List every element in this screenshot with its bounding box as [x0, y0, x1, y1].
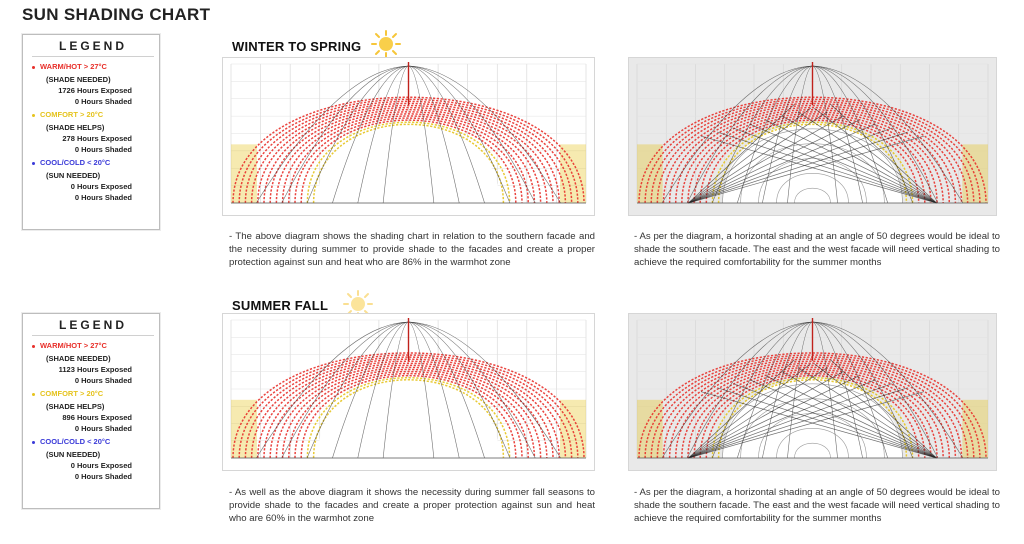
legend-cold-label: COOL/COLD < 20°C — [32, 158, 154, 167]
legend-hot-label: WARM/HOT > 27°C — [32, 62, 154, 71]
legend-comfort-label: COMFORT > 20°C — [32, 110, 154, 119]
legend-cold-exposed: 0 Hours Exposed — [70, 461, 132, 470]
legend-cold-shaded: 0 Hours Shaded — [74, 193, 132, 202]
legend-comfort-note: (SHADE HELPS) — [46, 123, 105, 132]
legend-title: LEGEND — [32, 39, 154, 57]
legend-hot-exposed: 1726 Hours Exposed — [58, 86, 132, 95]
legend-comfort-label: COMFORT > 20°C — [32, 389, 154, 398]
legend-hot-exposed: 1123 Hours Exposed — [58, 365, 132, 374]
legend-summer-fall — [22, 313, 160, 509]
legend-hot-shaded: 0 Hours Shaded — [74, 376, 132, 385]
legend-cold-label: COOL/COLD < 20°C — [32, 437, 154, 446]
legend-hot-shaded: 0 Hours Shaded — [74, 97, 132, 106]
page-title: SUN SHADING CHART — [22, 5, 211, 24]
shading-mask-summer-fall — [628, 313, 997, 471]
caption-right-winter-spring: - As per the diagram, a horizontal shading at an angle of 50 degrees would be ideal to shade the southern facade. The east and the west facade will need vertical shading to achieve the required comfortability for the summer months — [634, 231, 1000, 268]
shading-chart-summer-fall — [222, 313, 595, 471]
legend-hot-label: WARM/HOT > 27°C — [32, 341, 154, 350]
legend-comfort-shaded: 0 Hours Shaded — [74, 145, 132, 154]
legend-comfort-note: (SHADE HELPS) — [46, 402, 105, 411]
caption-right-summer-fall: - As per the diagram, a horizontal shading at an angle of 50 degrees would be ideal to shade the southern facade. The east and the west facade will need vertical shading to achieve the required comfortability for the summer months — [634, 487, 1000, 524]
shading-chart-winter-spring — [222, 57, 595, 216]
shading-mask-diagram — [629, 58, 996, 215]
shading-mask-diagram — [629, 314, 996, 470]
sun-icon — [368, 30, 404, 58]
legend-title: LEGEND — [32, 318, 154, 336]
legend-winter-spring — [22, 34, 160, 230]
caption-left-winter-spring: - The above diagram shows the shading chart in relation to the southern facade and the necessity during summer to provide shade to the facades and create a proper protection against sun and heat who are 86% in the warmhot zone — [229, 231, 595, 268]
legend-cold-shaded: 0 Hours Shaded — [74, 472, 132, 481]
sun-path-diagram — [223, 58, 594, 215]
legend-comfort-shaded: 0 Hours Shaded — [74, 424, 132, 433]
legend-cold-note: (SUN NEEDED) — [46, 450, 101, 459]
caption-left-summer-fall: - As well as the above diagram it shows the necessity during summer fall seasons to provide shade to the facades and create a proper protection against sun and heat who are 60% in the warmhot zone — [229, 487, 595, 524]
shading-mask-winter-spring — [628, 57, 997, 216]
legend-hot-note: (SHADE NEEDED) — [46, 354, 111, 363]
legend-cold-exposed: 0 Hours Exposed — [70, 182, 132, 191]
legend-cold-note: (SUN NEEDED) — [46, 171, 101, 180]
section-heading-winter-spring: WINTER TO SPRING — [232, 39, 362, 54]
sun-path-diagram — [223, 314, 594, 470]
section-heading-summer-fall: SUMMER FALL — [232, 298, 329, 313]
legend-hot-note: (SHADE NEEDED) — [46, 75, 111, 84]
legend-comfort-exposed: 896 Hours Exposed — [62, 413, 132, 422]
legend-comfort-exposed: 278 Hours Exposed — [62, 134, 132, 143]
